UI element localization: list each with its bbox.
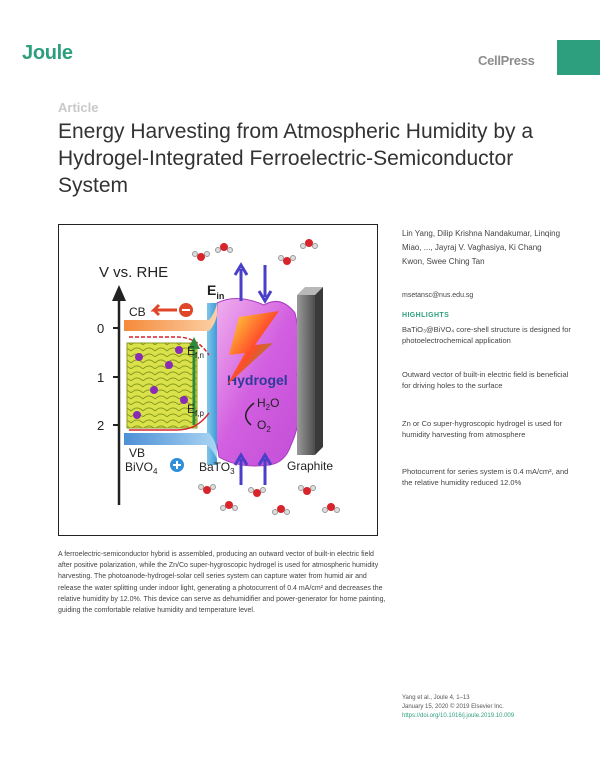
doi-link[interactable]: https://doi.org/10.1016/j.joule.2019.10.009 bbox=[402, 713, 515, 719]
bivo4-atom bbox=[135, 353, 143, 361]
highlight-item: Photocurrent for series system is 0.4 mA/cm², and the relative humidity reduced 12.0% bbox=[402, 467, 569, 487]
copyright-line: January 15, 2020 © 2019 Elsevier Inc. bbox=[402, 704, 504, 710]
electron-arrow bbox=[154, 305, 177, 315]
water-molecule-icon bbox=[299, 486, 316, 496]
water-molecule-icon bbox=[193, 252, 210, 262]
water-molecule-icon bbox=[301, 239, 318, 249]
hydrogel-label: Hydrogel bbox=[227, 372, 288, 388]
water-molecule-icon bbox=[323, 503, 340, 513]
highlight-item: Outward vector of built-in electric field is beneficial for driving holes to the surface bbox=[402, 370, 569, 390]
bivo4-atom bbox=[133, 411, 141, 419]
y-tick-label-2: 2 bbox=[97, 418, 105, 433]
graphite-electrode bbox=[297, 295, 315, 455]
highlight-item: BaTiO₃@BiVO₄ core-shell structure is designed for photoelectrochemical application bbox=[402, 325, 571, 345]
e-in-label: $E_{in}$ bbox=[207, 282, 225, 301]
author-list: Lin Yang, Dilip Krishna Nandakumar, Linqing Miao, ..., Jayraj V. Vaghasiya, Ki Chang Kwon, Swee Ching Tan bbox=[402, 229, 561, 266]
publisher-logo: CellPress bbox=[478, 53, 535, 68]
cb-label: CB bbox=[129, 305, 146, 319]
summary-text: A ferroelectric-semiconductor hybrid is assembled, producing an outward vector of built-in electric field after positive polarization, while the Zn/Co super-hygroscopic hydrogel is used for atmospheric humidity harvesting. The photoanode-hydrogel-solar cell series system can capture water from humid air and release the water splitting under indoor light, generating a photocurrent of 0.4 mA/cm² and decreases the relative humidity by 12.0%. This device can serve as dehumidifier and power-generator for home painting, guiding the comfortable relative humidity and temperature level. bbox=[58, 551, 386, 615]
y-tick-label-1: 1 bbox=[97, 370, 105, 385]
citation-line: Yang et al., Joule 4, 1–13 bbox=[402, 695, 470, 701]
y-axis-label: V vs. RHE bbox=[99, 264, 169, 281]
o2-label: $O_2$ bbox=[257, 418, 271, 434]
water-molecule-icon bbox=[216, 243, 233, 253]
moisture-arrow-up bbox=[235, 455, 247, 485]
graphical-abstract-svg bbox=[59, 225, 377, 535]
article-title: Energy Harvesting from Atmospheric Humidity by a Hydrogel-Integrated Ferroelectric-Semiconductor System bbox=[58, 120, 534, 197]
h2o-label: $H_2O$ bbox=[257, 396, 280, 412]
e-fp-label: $E_{f,p}$ bbox=[187, 402, 204, 418]
bivo4-atom bbox=[175, 346, 183, 354]
graphical-abstract bbox=[58, 224, 378, 536]
moisture-arrow-down bbox=[259, 265, 271, 301]
water-molecule-icon bbox=[279, 256, 296, 266]
bivo4-atom bbox=[165, 361, 173, 369]
highlights-heading: HIGHLIGHTS bbox=[402, 312, 450, 319]
moisture-arrow-up bbox=[259, 455, 271, 485]
article-type: Article bbox=[58, 100, 99, 115]
water-molecule-icon bbox=[221, 501, 238, 511]
water-molecule-icon bbox=[249, 488, 266, 498]
bivo4-label: BiVO$_4$ bbox=[125, 460, 158, 476]
bato3-label: BaTO$_3$ bbox=[199, 460, 235, 476]
graphite-electrode-side bbox=[315, 287, 323, 455]
y-axis-arrow bbox=[112, 285, 126, 301]
y-tick-label-0: 0 bbox=[97, 321, 105, 336]
graphite-label: Graphite bbox=[287, 459, 334, 473]
e-fn-label: $E_{f,n}$ bbox=[187, 344, 204, 360]
water-molecule-icon bbox=[273, 505, 290, 515]
highlight-item: Zn or Co super-hygroscopic hydrogel is used for humidity harvesting from atmosphere bbox=[402, 419, 563, 439]
journal-logo: Joule bbox=[22, 42, 73, 64]
accent-block bbox=[557, 40, 600, 75]
moisture-arrow-up bbox=[235, 265, 247, 301]
vb-label: VB bbox=[129, 446, 146, 460]
water-molecule-icon bbox=[199, 485, 216, 495]
bivo4-atom bbox=[150, 386, 158, 394]
corresponding-email[interactable]: msetansc@nus.edu.sg bbox=[402, 292, 474, 299]
